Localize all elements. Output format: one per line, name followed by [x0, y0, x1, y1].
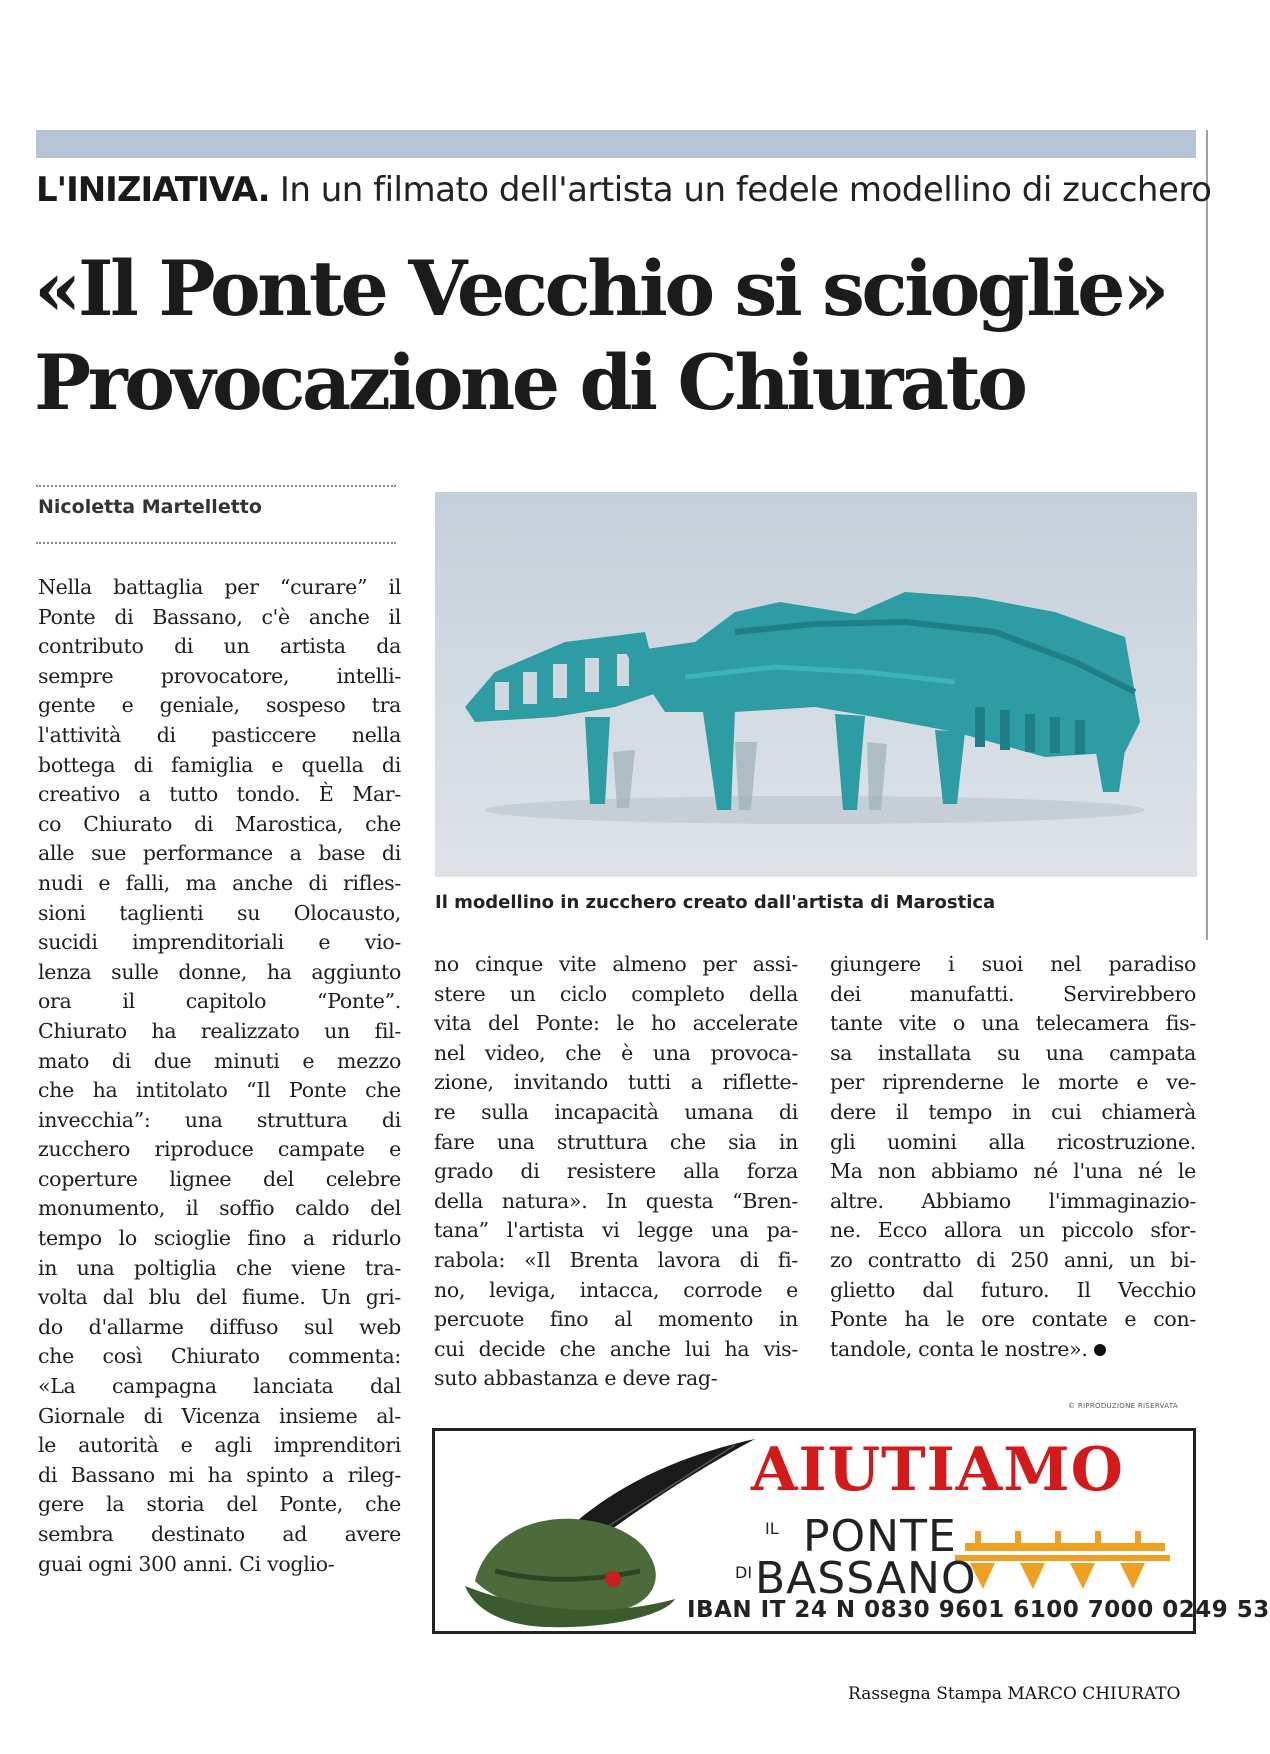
article-line: gli uomini alla ricostruzione.	[830, 1129, 1196, 1154]
kicker-label: L'INIZIATIVA.	[36, 170, 270, 210]
article-line: tempo lo scioglie fino a ridurlo	[38, 1226, 401, 1251]
article-line: re sulla incapacità umana di	[434, 1099, 798, 1124]
article-line: glietto dal futuro. Il Vecchio	[830, 1277, 1196, 1302]
article-photo	[435, 492, 1197, 877]
article-line: dei manufatti. Servirebbero	[830, 981, 1196, 1006]
article-line: guai ogni 300 anni. Ci voglio-	[38, 1551, 335, 1576]
section-color-bar	[36, 130, 1196, 158]
article-line: percuote fino al momento in	[434, 1307, 798, 1332]
article-line: Nella battaglia per “curare” il	[38, 575, 401, 599]
article-line: volta dal blu del fiume. Un gri-	[38, 1285, 401, 1310]
article-line: cui decide che anche lui ha vis-	[434, 1336, 798, 1361]
article-line: Ma non abbiamo né l'una né le	[830, 1159, 1196, 1184]
article-line: no cinque vite almeno per assi-	[434, 952, 798, 976]
article-end-mark	[1094, 1344, 1106, 1356]
byline: Nicoletta Martelletto	[38, 496, 262, 518]
article-column-3	[830, 950, 1196, 1364]
article-line: creativo a tutto tondo. È Mar-	[38, 782, 401, 807]
article-line: Chiurato ha realizzato un fil-	[38, 1018, 401, 1043]
article-line: ne. Ecco allora un piccolo sfor-	[830, 1218, 1196, 1243]
article-line: nel video, che è una provoca-	[434, 1040, 798, 1065]
article-line: co Chiurato di Marostica, che	[38, 811, 401, 836]
article-line: coperture lignee del celebre	[38, 1166, 401, 1191]
article-line: che così Chiurato commenta:	[38, 1344, 401, 1369]
article-line: bottega di famiglia e quella di	[38, 752, 401, 777]
article-line: stere un ciclo completo della	[434, 981, 798, 1006]
ad-title: AIUTIAMO	[751, 1435, 1124, 1505]
article-line: fare una struttura che sia in	[434, 1129, 798, 1154]
ad-il: IL	[765, 1519, 779, 1538]
article-line: contributo di un artista da	[38, 634, 401, 659]
kicker	[36, 170, 1212, 210]
article-line: lenza sulle donne, ha aggiunto	[38, 959, 401, 984]
article-line: alle sue performance a base di	[38, 841, 401, 866]
article-line: che ha intitolato “Il Ponte che	[38, 1078, 401, 1103]
byline-rule-top	[36, 485, 396, 487]
kicker-text: In un filmato dell'artista un fedele modellino di zucchero	[279, 170, 1212, 210]
article-line: monumento, il soffio caldo del	[38, 1196, 401, 1221]
article-line: do d'allarme diffuso sul web	[38, 1314, 401, 1339]
fundraising-ad	[432, 1428, 1270, 1634]
article-column-2	[434, 950, 798, 1394]
article-line: gere la storia del Ponte, che	[38, 1492, 401, 1517]
article-line: Ponte ha le ore contate e con-	[830, 1307, 1196, 1332]
byline-rule-bottom	[36, 542, 396, 544]
article-line: della natura». In questa “Bren-	[434, 1188, 798, 1213]
article-line: mato di due minuti e mezzo	[38, 1048, 401, 1073]
article-line: di Bassano mi ha spinto a rileg-	[38, 1462, 401, 1487]
article-line: vita del Ponte: le ho accelerate	[434, 1011, 798, 1036]
sugar-bridge-model-image	[435, 492, 1197, 877]
article-line: in una poltiglia che viene tra-	[38, 1255, 401, 1280]
ad-iban: IBAN IT 24 N 0830 9601 6100 7000 0249 53	[687, 1597, 1270, 1623]
article-line: le autorità e agli imprenditori	[38, 1433, 401, 1458]
article-line: tandole, conta le nostre».	[830, 1335, 1196, 1365]
article-line: dere il tempo in cui chiamerà	[830, 1099, 1196, 1124]
article-line: sucidi imprenditoriali e vio-	[38, 930, 401, 955]
headline-line-1: «Il Ponte Vecchio si scioglie»	[34, 244, 1167, 333]
article-line: gente e geniale, sospeso tra	[38, 693, 401, 718]
article-line: sioni taglienti su Olocausto,	[38, 900, 401, 925]
article-line: tana” l'artista vi legge una pa-	[434, 1218, 798, 1243]
article-line: invecchia”: una struttura di	[38, 1107, 401, 1132]
article-line: sempre provocatore, intelli-	[38, 663, 401, 688]
headline-line-2: Provocazione di Chiurato	[34, 338, 1025, 427]
article-line: «La campagna lanciata dal	[38, 1374, 401, 1399]
article-line: grado di resistere alla forza	[434, 1159, 798, 1184]
article-line: ora il capitolo “Ponte”.	[38, 989, 401, 1014]
headline	[34, 242, 1209, 430]
article-line: l'attività di pasticcere nella	[38, 722, 401, 747]
article-line: zucchero riproduce campate e	[38, 1137, 401, 1162]
ad-bassano: BASSANO	[755, 1553, 977, 1604]
article-line: no, leviga, intacca, corrode e	[434, 1277, 798, 1302]
article-line: altre. Abbiamo l'immaginazio-	[830, 1188, 1196, 1213]
photo-caption: Il modellino in zucchero creato dall'artista di Marostica	[435, 892, 996, 913]
article-line: zione, invitando tutti a riflette-	[434, 1070, 798, 1095]
ad-ponte: PONTE	[803, 1511, 957, 1562]
article-line: Ponte di Bassano, c'è anche il	[38, 604, 401, 629]
article-line: suto abbastanza e deve rag-	[434, 1366, 718, 1391]
article-line: nudi e falli, ma anche di rifles-	[38, 870, 401, 895]
article-line: giungere i suoi nel paradiso	[830, 952, 1196, 976]
article-line: Giornale di Vicenza insieme al-	[38, 1403, 401, 1428]
article-line: sembra destinato ad avere	[38, 1522, 401, 1546]
article-line: sa installata su una campata	[830, 1040, 1196, 1065]
article-line: rabola: «Il Brenta lavora di fi-	[434, 1247, 798, 1272]
press-review-footer: Rassegna Stampa MARCO CHIURATO	[848, 1684, 1181, 1704]
article-line: per riprenderne le morte e ve-	[830, 1070, 1196, 1095]
article-line: tante vite o una telecamera fis-	[830, 1011, 1196, 1036]
ad-di: DI	[735, 1563, 753, 1582]
article-column-1	[38, 573, 401, 1579]
copyright-notice: © RIPRODUZIONE RISERVATA	[1068, 1402, 1178, 1410]
article-line: zo contratto di 250 anni, un bi-	[830, 1247, 1196, 1272]
